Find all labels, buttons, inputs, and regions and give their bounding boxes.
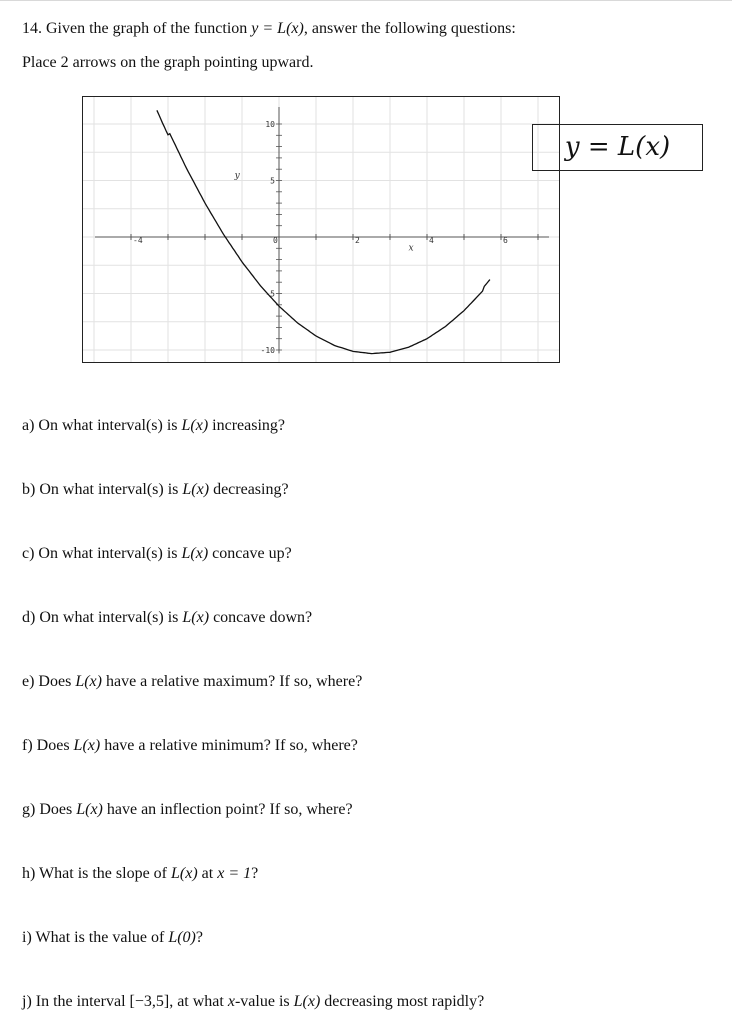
problem-number: 14. [22,20,42,37]
problem-title-math: y = L(x) [251,20,304,37]
problem-title-tail: , answer the following questions: [303,20,516,37]
question-c [22,544,292,564]
problem-title-text: Given the graph of the function [46,20,248,37]
x-tick-label: -4 [133,236,143,245]
question-e-text: e) Does [22,673,72,690]
question-i-tail: ? [195,929,203,946]
question-h-text: h) What is the slope of [22,865,168,882]
question-g-math: L(x) [76,801,103,818]
question-b-tail: decreasing? [213,481,289,498]
question-i-math: L(0) [168,929,196,946]
function-label-rhs: L(x) [617,132,671,162]
question-i [22,928,203,948]
question-c-text: c) On what interval(s) is [22,545,178,562]
graph-svg[interactable] [83,97,560,363]
question-a-tail: increasing? [212,417,286,434]
function-label [532,124,703,171]
question-j-mid: , at what [169,993,224,1010]
axes [95,107,549,353]
question-b [22,480,289,500]
question-j-interval: [−3,5] [129,993,170,1010]
function-curve [157,110,490,353]
x-axis-label: x [408,243,414,254]
question-f-text: f) Does [22,737,70,754]
question-e-math: L(x) [75,673,102,690]
question-j-mid2: -value is [234,993,290,1010]
question-h-math: L(x) [171,865,198,882]
question-g-tail: have an inflection point? If so, where? [106,801,353,818]
question-f [22,736,358,756]
question-j [22,992,484,1012]
question-d-math: L(x) [182,609,210,626]
x-tick-label: 0 [273,236,278,245]
question-h [22,864,258,884]
question-f-tail: have a relative minimum? If so, where? [104,737,358,754]
problem-title [22,19,516,39]
question-b-math: L(x) [182,481,210,498]
question-a-text: a) On what interval(s) is [22,417,178,434]
top-divider [0,0,732,1]
instruction: Place 2 arrows on the graph pointing upward. [22,54,314,71]
question-d-text: d) On what interval(s) is [22,609,179,626]
question-j-math: L(x) [293,993,321,1010]
y-axis-label: y [234,171,240,182]
question-c-tail: concave up? [212,545,292,562]
question-e-tail: have a relative maximum? If so, where? [105,673,363,690]
y-tick-label: 5 [270,176,275,186]
question-h-mid: at [201,865,214,882]
curve-layer [157,110,490,353]
question-d-tail: concave down? [213,609,313,626]
question-e [22,672,362,692]
y-tick-label: -10 [260,346,275,355]
question-d [22,608,312,628]
question-h-tail: ? [251,865,259,882]
question-a-math: L(x) [181,417,209,434]
x-tick-label: 4 [429,236,434,245]
question-i-text: i) What is the value of [22,929,165,946]
grid [83,97,560,363]
question-c-math: L(x) [181,545,209,562]
question-f-math: L(x) [73,737,101,754]
x-tick-label: 6 [503,236,508,245]
question-g [22,800,353,820]
function-label-eq: = [587,132,610,162]
y-tick-label: 10 [265,120,275,129]
question-j-var: x [227,993,235,1010]
question-a [22,416,285,436]
question-g-text: g) Does [22,801,73,818]
x-tick-label: 2 [355,236,360,245]
question-j-text: j) In the interval [22,993,126,1010]
function-label-lhs: y [564,132,580,162]
question-b-text: b) On what interval(s) is [22,481,179,498]
y-tick-label: -5 [265,289,275,299]
function-graph[interactable] [82,96,560,363]
question-j-tail: decreasing most rapidly? [324,993,485,1010]
question-h-math2: x = 1 [217,865,252,882]
